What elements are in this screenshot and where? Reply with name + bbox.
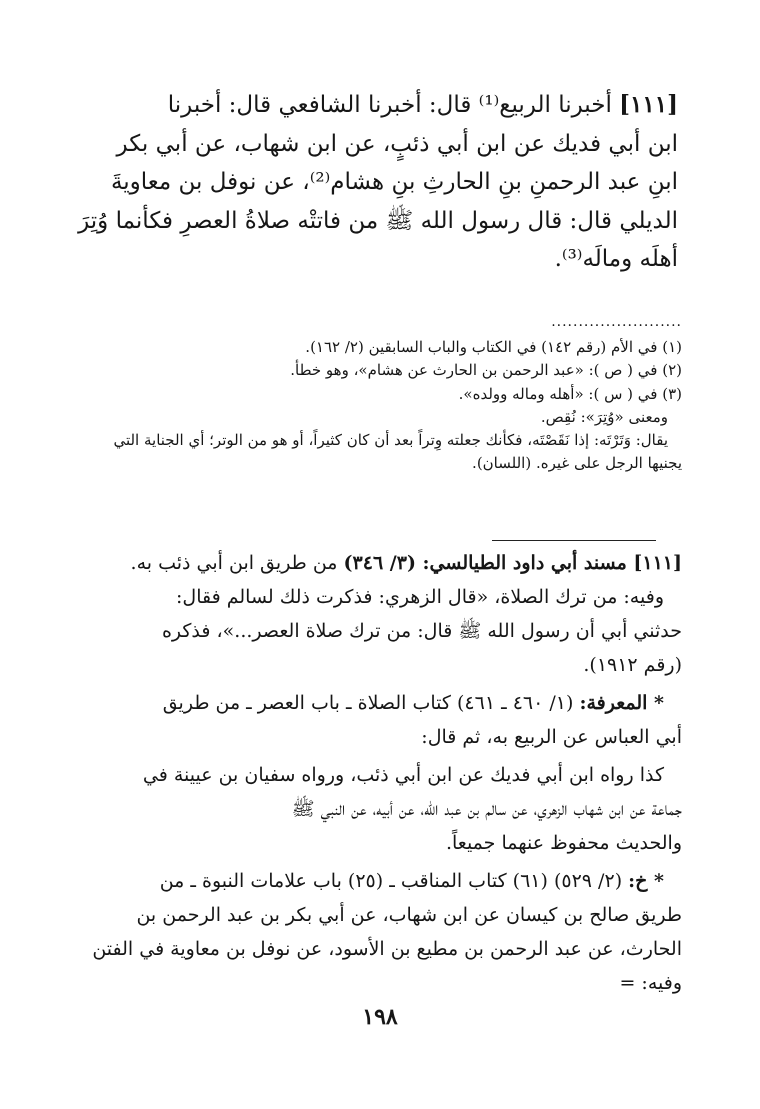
- footnote-explanation-cont: يجنيها الرجل على غيره. (اللسان).: [472, 454, 682, 473]
- hadith-line: الديلي قال: قال رسول الله ﷺ من فاتتْه صلاةُ العصرِ فكأنما وُتِرَ: [78, 207, 678, 234]
- footnote-explanation: يقال: وَتَرْتَه: إذا نَقَصْتَه، فكأنك جعلته وِتراً بعد أن كان كثيراً، أو هو من الوتر؛ أي الجناية التي: [113, 431, 668, 450]
- commentary-line: أبي العباس عن الربيع به، ثم قال:: [421, 726, 682, 748]
- hadith-text: [72, 86, 678, 279]
- commentary-line: وفيه: من ترك الصلاة، «قال الزهري: فذكرت ذلك لسالم فقال:: [176, 586, 664, 608]
- commentary-line: الحارث، عن عبد الرحمن بن مطيع بن الأسود، عن نوفل بن معاوية في الفتن: [92, 938, 682, 960]
- commentary-line: والحديث محفوظ عنهما جميعاً.: [445, 832, 682, 854]
- page-number: ١٩٨: [362, 1004, 398, 1030]
- source-label: * خ:: [628, 870, 664, 892]
- section-divider: [492, 540, 656, 541]
- commentary-line: * خ: (٢/ ٥٢٩) (٦١) كتاب المناقب ـ (٢٥) باب علامات النبوة ـ من: [159, 870, 664, 892]
- commentary-line: * المعرفة: (١/ ٤٦٠ ـ ٤٦١) كتاب الصلاة ـ باب العصر ـ من طريق: [162, 692, 664, 714]
- commentary-line: طريق صالح بن كيسان عن ابن شهاب، عن أبي بكر بن عبد الرحمن بن: [136, 904, 682, 926]
- commentary-line: [١١١] مسند أبي داود الطيالسي: (٣/ ٣٤٦) من طريق ابن أبي ذئب به.: [130, 552, 682, 574]
- footnote-3: (٣) في ( س ): «أهله وماله وولده».: [458, 384, 682, 403]
- takhrij-commentary: [78, 546, 682, 1000]
- footnotes: [84, 336, 682, 476]
- commentary-line: وفيه: =: [619, 972, 682, 994]
- footnote-separator: ........................: [551, 314, 682, 330]
- hadith-number: [١١١]: [619, 91, 678, 118]
- hadith-line: أهلَه ومالَه⁽³⁾.: [554, 246, 678, 272]
- source-label: * المعرفة:: [579, 692, 664, 714]
- commentary-line: حدثني أبي أن رسول الله ﷺ قال: من ترك صلاة العصر...»، فذكره: [161, 620, 682, 642]
- commentary-line: كذا رواه ابن أبي فديك عن ابن أبي ذئب، ورواه سفيان بن عيينة في: [142, 764, 664, 786]
- hadith-line: ابن أبي فديك عن ابن أبي ذئبٍ، عن ابن شهاب، عن أبي بكر: [116, 130, 678, 157]
- footnote-1: (١) في الأم (رقم ١٤٢) في الكتاب والباب السابقين (٢/ ١٦٢).: [305, 338, 682, 356]
- commentary-line: (رقم ١٩١٢).: [583, 654, 682, 676]
- footnote-2: (٢) في ( ص ): «عبد الرحمن بن الحارث عن هشام»، وهو خطأ.: [290, 361, 682, 380]
- hadith-line: ابنِ عبد الرحمنِ بنِ الحارثِ بنِ هشام⁽²⁾، عن نوفل بن معاويةَ: [110, 169, 678, 195]
- hadith-line: [١١١] أخبرنا الربيع⁽¹⁾ قال: أخبرنا الشافعي قال: أخبرنا: [167, 91, 678, 118]
- footnote-meaning: ومعنى «وُتِرَ»: نُقِص.: [540, 407, 668, 426]
- source-label: [١١١] مسند أبي داود الطيالسي: (٣/ ٣٤٦): [343, 552, 682, 574]
- commentary-line: جماعة عن ابن شهاب الزهري، عن سالم بن عبد الله، عن أبيه، عن النبي ﷺ: [291, 798, 682, 820]
